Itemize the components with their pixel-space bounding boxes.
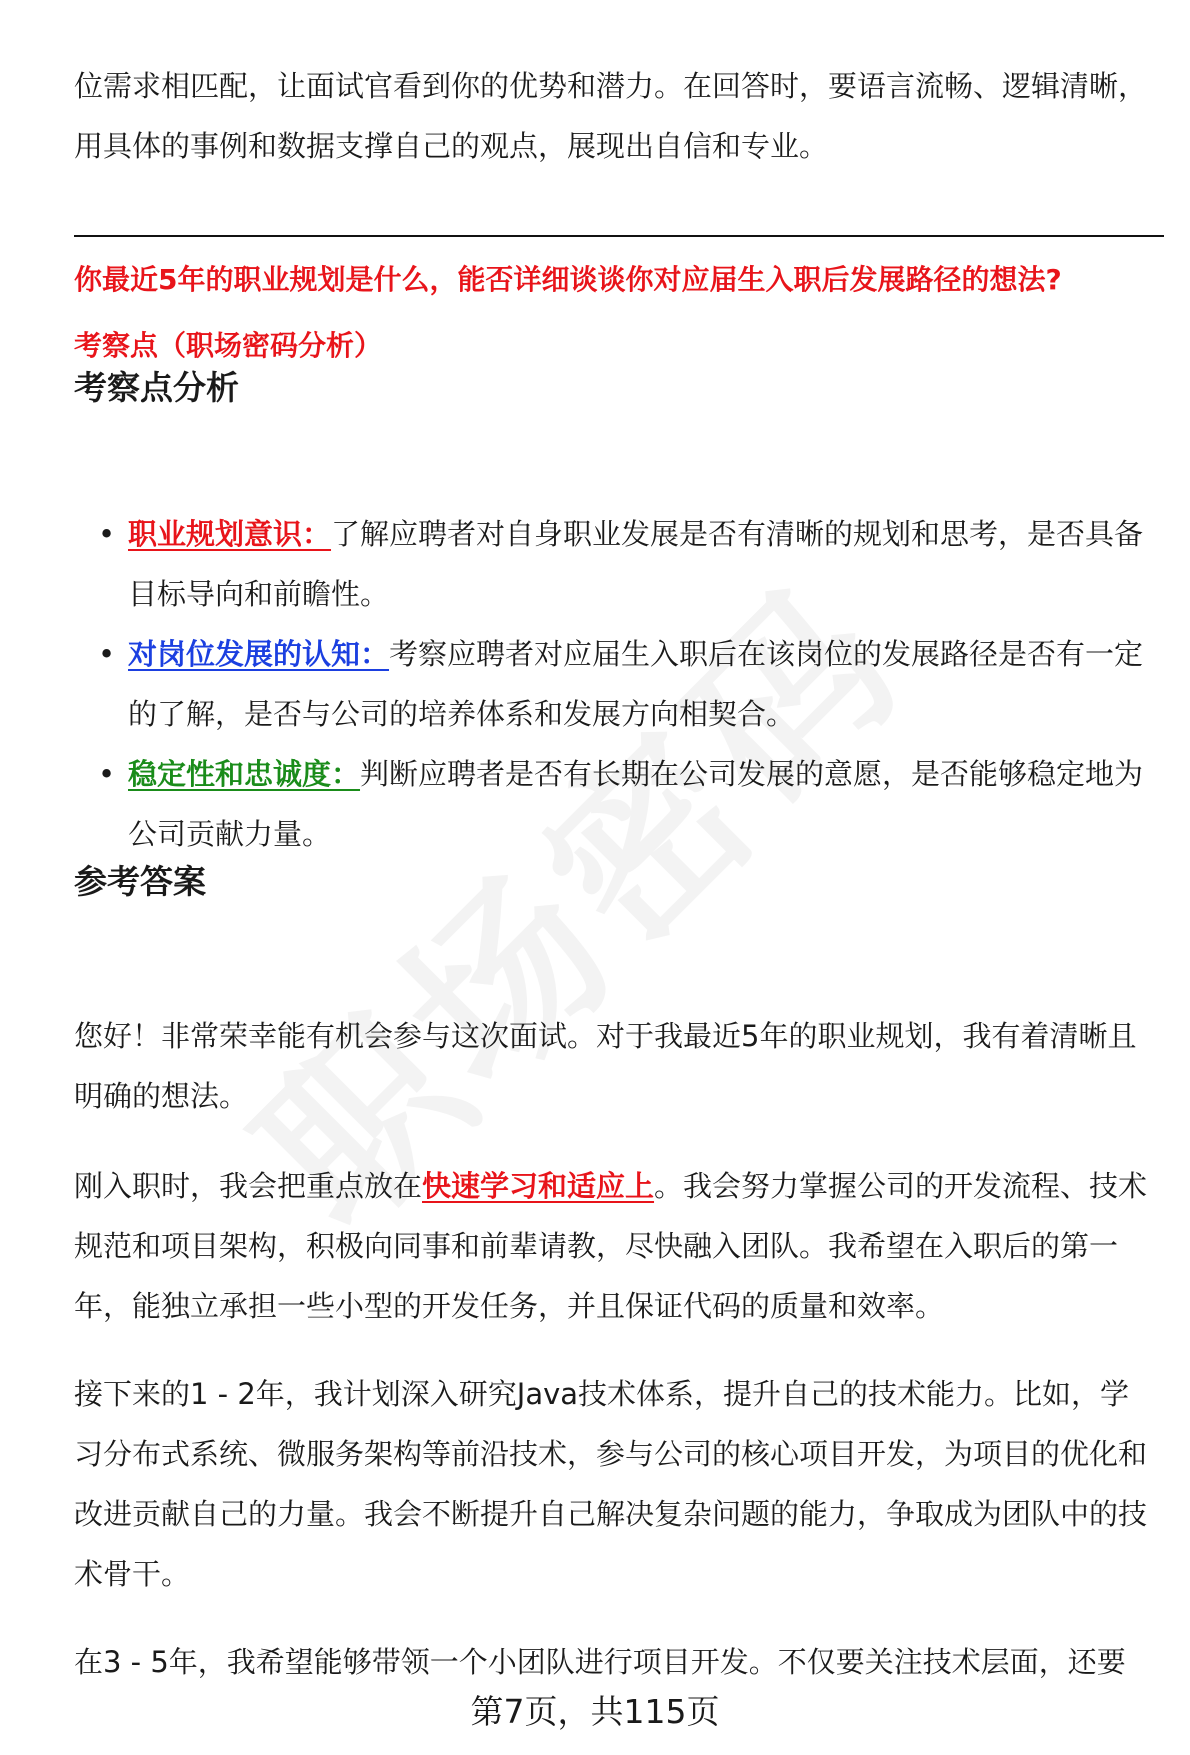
analysis-text: 了解应聘者对自身职业发展是否有清晰的规划和思考，是否具备目标导向和前瞻性。 <box>128 517 1144 611</box>
analysis-keyword: 职业规划意识： <box>128 517 332 551</box>
answer-heading: 参考答案 <box>74 862 206 901</box>
answer-paragraph-3: 接下来的1 - 2年，我计划深入研究Java技术体系，提升自己的技术能力。比如，学习分布式系统、微服务架构等前沿技术，参与公司的核心项目开发，为项目的优化和改进贡献自己的力量。我会不断提升自己解决复杂问题的能力，争取成为团队中的技术骨干。 <box>74 1377 1148 1591</box>
analysis-item <box>0 504 1158 624</box>
section-divider <box>74 235 1164 237</box>
analysis-item <box>0 624 1158 744</box>
bullet-dot-icon: • <box>98 637 116 671</box>
analysis-keyword: 对岗位发展的认知： <box>128 637 390 671</box>
answer-p2-lead: 刚入职时，我会把重点放在 <box>74 1169 423 1203</box>
intro-paragraph: 位需求相匹配，让面试官看到你的优势和潜力。在回答时，要语言流畅、逻辑清晰，用具体的事例和数据支撑自己的观点，展现出自信和专业。 <box>74 69 1148 163</box>
analysis-list <box>0 504 1190 864</box>
answer-paragraph-4: 在3 - 5年，我希望能够带领一个小团队进行项目开发。不仅要关注技术层面，还要 <box>74 1645 1126 1679</box>
answer-paragraph-2 <box>74 1156 1154 1336</box>
question-title: 你最近5年的职业规划是什么，能否详细谈谈你对应届生入职后发展路径的想法? <box>74 263 1062 296</box>
page-number: 第7页，共115页 <box>470 1692 720 1731</box>
analysis-text: 判断应聘者是否有长期在公司发展的意愿，是否能够稳定地为公司贡献力量。 <box>128 757 1144 851</box>
bullet-dot-icon: • <box>98 757 116 791</box>
answer-p2-rest: 。我会努力掌握公司的开发流程、技术规范和项目架构，积极向同事和前辈请教，尽快融入团队。我希望在入职后的第一年，能独立承担一些小型的开发任务，并且保证代码的质量和效率。 <box>74 1169 1148 1323</box>
analysis-item <box>0 744 1158 864</box>
analysis-keyword: 稳定性和忠诚度： <box>128 757 361 791</box>
analysis-heading: 考察点分析 <box>74 368 239 407</box>
question-source: 考察点（职场密码分析） <box>74 329 383 362</box>
analysis-text: 考察应聘者对应届生入职后在该岗位的发展路径是否有一定的了解，是否与公司的培养体系和发展方向相契合。 <box>128 637 1144 731</box>
answer-paragraph-1: 您好！非常荣幸能有机会参与这次面试。对于我最近5年的职业规划，我有着清晰且明确的想法。 <box>74 1019 1137 1113</box>
answer-highlight: 快速学习和适应上 <box>422 1169 655 1203</box>
bullet-dot-icon: • <box>98 517 116 551</box>
